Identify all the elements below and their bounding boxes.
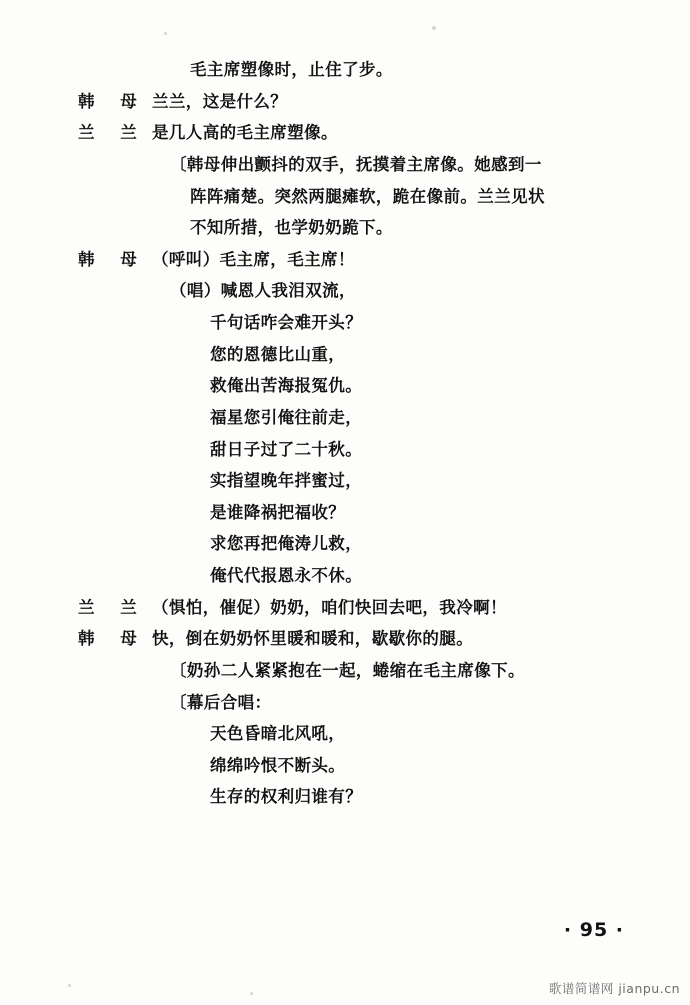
script-line <box>60 629 630 650</box>
script-line <box>210 724 630 745</box>
line-text: 实指望晚年拌蜜过， <box>210 471 363 491</box>
script-line <box>170 155 630 176</box>
line-text: 天色昏暗北风吼， <box>210 724 346 744</box>
line-text: 快，倒在奶奶怀里暖和暖和，歇歇你的腿。 <box>152 629 474 649</box>
script-line <box>210 471 630 492</box>
line-text: 〔韩母伸出颤抖的双手，抚摸着主席像。她感到一 <box>170 154 542 174</box>
line-text: 绵绵吟恨不断头。 <box>210 755 346 775</box>
line-text: 千句话咋会难开头？ <box>210 313 363 332</box>
speaker-label: 兰 兰 <box>78 123 147 143</box>
script-line <box>60 250 630 271</box>
line-text: 福星您引俺往前走， <box>210 407 363 427</box>
watermark: 歌谱简谱网 jianpu.cn <box>548 981 680 996</box>
script-line <box>210 787 630 808</box>
line-text: （呼叫）毛主席，毛主席！ <box>152 249 355 269</box>
script-line <box>60 598 630 619</box>
line-text: 阵阵痛楚。突然两腿瘫软，跪在像前。兰兰见状 <box>190 186 545 206</box>
script-body <box>60 60 630 819</box>
line-text: 救俺出苦海报冤仇。 <box>210 376 363 396</box>
script-line <box>170 281 630 302</box>
script-line <box>210 534 630 555</box>
line-text: （唱）喊恩人我泪双流， <box>170 281 356 301</box>
script-line <box>210 566 630 587</box>
script-line <box>210 503 630 524</box>
line-text: 求您再把俺涛儿救， <box>210 534 363 554</box>
speaker-label: 韩 母 <box>78 629 147 649</box>
line-text: 兰兰，这是什么？ <box>152 91 288 111</box>
script-line <box>210 408 630 429</box>
paper-speck <box>250 992 253 995</box>
speaker-label: 韩 母 <box>78 249 147 269</box>
script-line <box>210 376 630 397</box>
line-text: 〔幕后合唱： <box>170 692 272 712</box>
script-line <box>60 123 630 144</box>
script-line <box>190 187 630 208</box>
line-text: 您的恩德比山重， <box>210 344 346 364</box>
script-line <box>190 60 630 81</box>
speaker-label: 兰 兰 <box>78 597 147 617</box>
script-line <box>170 661 630 682</box>
script-line <box>210 313 630 334</box>
paper-speck <box>68 984 71 987</box>
line-text: 是几人高的毛主席塑像。 <box>152 123 338 143</box>
script-line <box>170 693 630 714</box>
paper-speck <box>164 32 167 35</box>
line-text: （惧怕，催促）奶奶，咱们快回去吧，我冷啊！ <box>152 597 507 617</box>
page-number: · 95 · <box>563 919 624 941</box>
script-line <box>210 756 630 777</box>
line-text: 是谁降祸把福收？ <box>210 502 346 522</box>
line-text: 〔奶孙二人紧紧抱在一起，蜷缩在毛主席像下。 <box>170 660 525 680</box>
script-line <box>60 92 630 113</box>
line-text: 俺代代报恩永不休。 <box>210 566 363 585</box>
line-text: 不知所措，也学奶奶跪下。 <box>190 218 393 238</box>
line-text: 生存的权利归谁有？ <box>210 787 363 807</box>
script-line <box>210 440 630 461</box>
script-line <box>210 345 630 366</box>
script-line <box>190 218 630 239</box>
paper-speck <box>432 26 436 30</box>
speaker-label: 韩 母 <box>78 91 147 111</box>
line-text: 甜日子过了二十秋。 <box>210 439 363 459</box>
line-text: 毛主席塑像时，止住了步。 <box>190 60 393 79</box>
